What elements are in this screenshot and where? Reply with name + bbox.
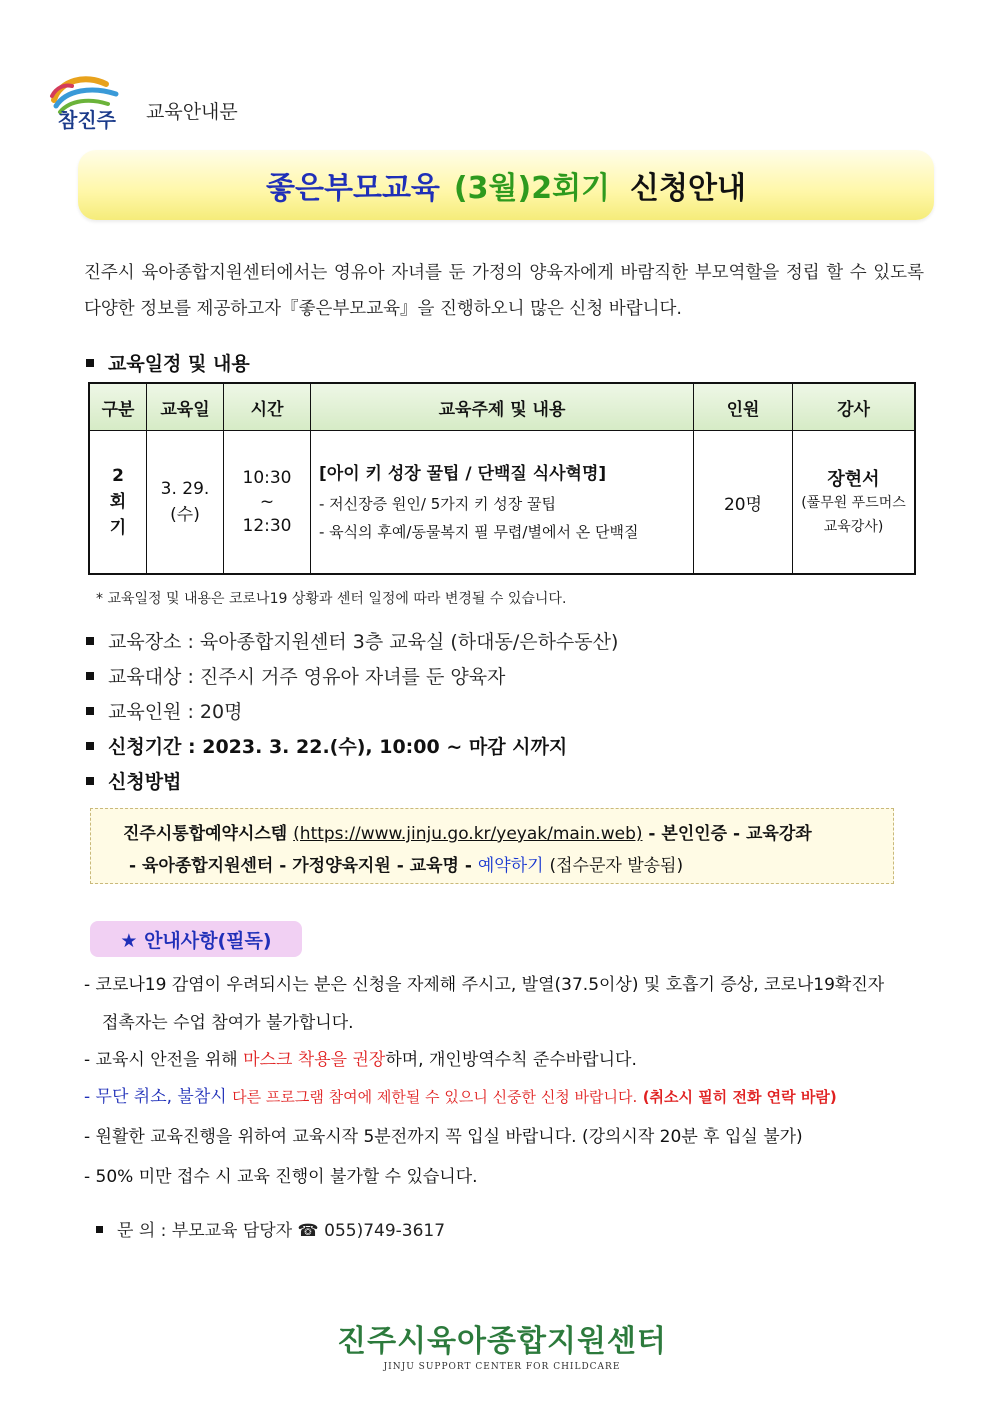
topic-detail: - 육식의 후예/동물복지 필 무렵/별에서 온 단백질 <box>319 522 639 541</box>
cell-instructor <box>793 431 916 575</box>
col-date: 교육일 <box>147 383 224 431</box>
notice-4: - 원활한 교육진행을 위하여 교육시작 5분전까지 꼭 입실 바랍니다. (강의시작 20분 후 입실 불가) <box>84 1127 803 1147</box>
cell-date <box>147 431 224 575</box>
notice-1a: - 코로나19 감염이 우려되시는 분은 신청을 자제해 주시고, 발열(37.5이상) 및 호흡기 증상, 코로나19확진자 <box>84 975 885 995</box>
info-capacity-text: 교육인원 : 20명 <box>108 701 243 723</box>
info-method-text: 신청방법 <box>108 771 182 793</box>
time-line: ~ <box>259 492 275 512</box>
header-label: 교육안내문 <box>146 101 238 123</box>
reservation-link[interactable]: (https://www.jinju.go.kr/yeyak/main.web) <box>293 824 643 844</box>
title-part3: 신청안내 <box>630 171 746 206</box>
bullet-icon <box>86 637 94 645</box>
date-line: (수) <box>170 505 200 525</box>
cell-count: 20명 <box>694 431 793 575</box>
method-prefix: 진주시통합예약시스템 <box>123 824 288 844</box>
cell-topic <box>311 431 694 575</box>
notice-1b: 접촉자는 수업 참여가 불가합니다. <box>102 1013 354 1033</box>
notice-2b: 마스크 착용을 권장 <box>243 1050 386 1070</box>
col-topic: 교육주제 및 내용 <box>311 383 694 431</box>
round-char: 회 <box>109 492 127 512</box>
time-line: 10:30 <box>242 468 292 488</box>
footer-name: 진주시육아종합지원센터 <box>337 1324 667 1359</box>
cell-round <box>89 431 147 575</box>
date-line: 3. 29. <box>160 479 210 499</box>
notice-2 <box>84 1045 637 1070</box>
time-line: 12:30 <box>242 516 292 536</box>
reserve-text: 예약하기 <box>477 856 544 876</box>
bullet-icon <box>86 777 94 785</box>
info-period-text: 신청기간 : 2023. 3. 22.(수), 10:00 ~ 마감 시까지 <box>108 736 568 758</box>
title-part2: (3월)2회기 <box>453 171 611 206</box>
table-row <box>89 431 915 575</box>
notice-5: - 50% 미만 접수 시 교육 진행이 불가할 수 있습니다. <box>84 1167 478 1187</box>
notice-3c: (취소시 필히 전화 연락 바람) <box>642 1088 837 1106</box>
schedule-note: * 교육일정 및 내용은 코로나19 상황과 센터 일정에 따라 변경될 수 있습니다. <box>96 591 567 607</box>
bullet-icon <box>86 359 94 367</box>
info-target-text: 교육대상 : 진주시 거주 영유아 자녀를 둔 양육자 <box>108 666 506 688</box>
method-line-2 <box>129 851 683 876</box>
table-header-row <box>89 383 915 431</box>
bullet-icon <box>86 672 94 680</box>
col-count: 인원 <box>694 383 793 431</box>
schedule-table <box>88 382 916 575</box>
notice-heading: ★ 안내사항(필독) <box>90 921 302 957</box>
col-instructor: 강사 <box>793 383 916 431</box>
topic-title: [아이 키 성장 꿀팁 / 단백질 식사혁명] <box>319 463 607 484</box>
info-place-text: 교육장소 : 육아종합지원센터 3층 교육실 (하대동/은하수동산) <box>108 631 619 653</box>
bullet-icon <box>86 707 94 715</box>
cell-time <box>224 431 311 575</box>
title-banner <box>78 150 934 220</box>
notice-2c: 하며, 개인방역수칙 준수바랍니다. <box>385 1050 637 1070</box>
info-target <box>86 662 505 689</box>
notice-3 <box>84 1082 837 1107</box>
method-path: - 육아종합지원센터 - 가정양육지원 - 교육명 - <box>129 856 472 876</box>
method-line-1 <box>123 819 812 844</box>
col-time: 시간 <box>224 383 311 431</box>
method-suffix: - 본인인증 - 교육강좌 <box>648 824 812 844</box>
instructor-name: 장현서 <box>827 469 880 490</box>
notice-3a: - 무단 취소, 불참시 <box>84 1087 227 1107</box>
footer-sub: JINJU SUPPORT CENTER FOR CHILDCARE <box>383 1362 621 1372</box>
title-part1: 좋은부모교육 <box>266 171 440 206</box>
info-period <box>86 732 567 759</box>
round-char: 기 <box>109 518 127 538</box>
schedule-heading-text: 교육일정 및 내용 <box>108 353 250 375</box>
city-logo <box>46 70 130 132</box>
info-method <box>86 767 181 794</box>
info-place <box>86 627 618 654</box>
info-capacity <box>86 697 242 724</box>
contact-text: 문 의 : 부모교육 담당자 ☎ 055)749-3617 <box>117 1221 446 1241</box>
received-text: (접수문자 발송됨) <box>549 856 684 876</box>
instructor-org: (풀무원 푸드머스 <box>801 495 906 511</box>
method-box <box>90 808 894 884</box>
notice-2a: - 교육시 안전을 위해 <box>84 1050 238 1070</box>
col-round: 구분 <box>89 383 147 431</box>
contact-line <box>96 1216 445 1241</box>
footer-logo <box>322 1316 682 1376</box>
instructor-org: 교육강사) <box>823 519 884 535</box>
schedule-heading <box>86 349 250 376</box>
logo-text: 참진주 <box>58 108 116 132</box>
bullet-icon <box>86 742 94 750</box>
bullet-icon <box>96 1226 103 1233</box>
notice-3b: 다른 프로그램 참여에 제한될 수 있으니 신중한 신청 바랍니다. <box>232 1088 638 1106</box>
round-char: 2 <box>112 466 124 486</box>
intro-paragraph: 진주시 육아종합지원센터에서는 영유아 자녀를 둔 가정의 양육자에게 바람직한 부모역할을 정립 할 수 있도록 다양한 정보를 제공하고자『좋은부모교육』을 진행하오니 많은 신청 바랍니다. <box>84 263 924 319</box>
topic-detail: - 저신장증 원인/ 5가지 키 성장 꿀팁 <box>319 494 556 513</box>
